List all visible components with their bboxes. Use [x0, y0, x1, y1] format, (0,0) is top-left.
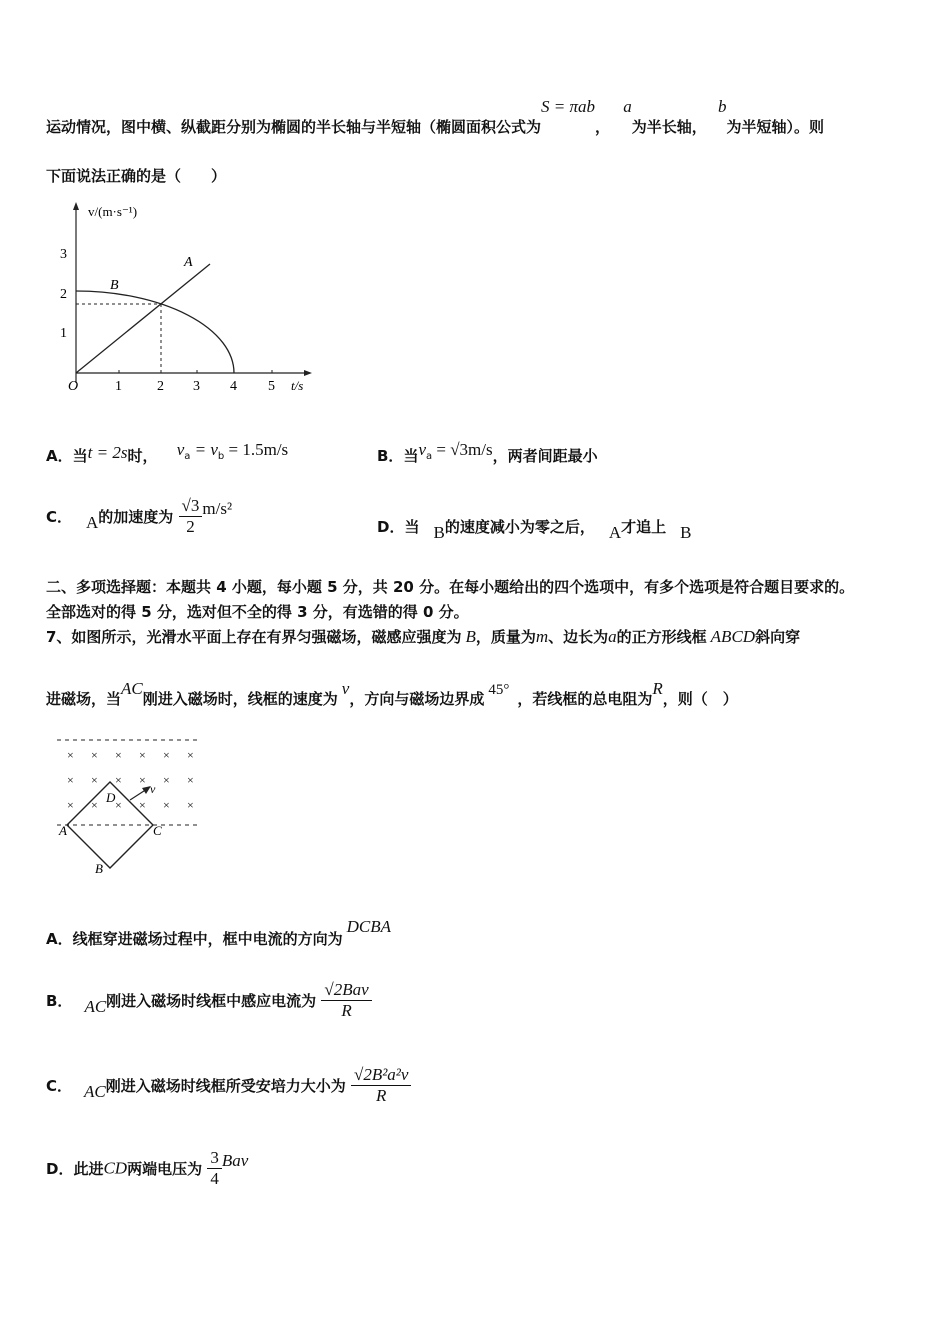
- option-7b: B． AC刚进入磁场时线框中感应电流为 $\frac{\text{√2Bav}}{R}$: [46, 980, 372, 1021]
- option-7d: D．此进CD两端电压为 $\frac{3}{4}$ Bav: [46, 1148, 249, 1188]
- voltage-fraction: $\frac{3}{4}$: [207, 1148, 222, 1189]
- velocity-time-graph: [50, 198, 320, 398]
- field-cross: ×: [139, 773, 146, 787]
- curve-a-line: [76, 264, 210, 373]
- vertex-d: D: [106, 790, 116, 805]
- field-cross: ×: [67, 798, 74, 812]
- field-cross: ×: [91, 748, 98, 762]
- section2-line2: 全部选对的得 5 分，选对但不全的得 3 分，有选错的得 0 分。: [46, 603, 469, 621]
- option-6b: B．当$v_a = √3m/s$，两者间距最小: [377, 440, 598, 465]
- x-tick-label: 5: [268, 379, 275, 394]
- y-ticks: [60, 247, 67, 341]
- y-axis-label: v/(m·s⁻¹): [88, 204, 138, 219]
- curve-b-ellipse: [76, 291, 234, 373]
- option-6d: D．当 B的速度减小为零之后， A才追上 B: [377, 518, 692, 542]
- option-7a: A．线框穿进磁场过程中，框中电流的方向为DCBA: [46, 917, 392, 948]
- section2-line1: 二、多项选择题：本题共 4 小题，每小题 5 分，共 20 分。在每小题给出的四个选项中，有多个选项是符合题目要求的。: [46, 578, 855, 596]
- q7-line2: 进磁场，当AC刚进入磁场时，线框的速度为v，方向与磁场边界成 45° ，若线框的总电阻为R，则（ ）: [46, 679, 738, 708]
- force-fraction: $\frac{\text{√2B²a²v}}{R}$: [351, 1065, 411, 1106]
- y-tick-label: 3: [60, 247, 67, 262]
- field-cross: ×: [115, 798, 122, 812]
- field-cross: ×: [91, 773, 98, 787]
- field-cross: ×: [115, 748, 122, 762]
- vertex-c: C: [153, 823, 162, 838]
- question-intro-line2: 下面说法正确的是（ ）: [46, 167, 227, 185]
- intro-text: 运动情况，图中横、纵截距分别为椭圆的半长轴与半短轴（椭圆面积公式为: [46, 118, 542, 136]
- curve-b-label: B: [110, 278, 119, 293]
- field-cross: ×: [163, 798, 170, 812]
- field-cross: ×: [115, 773, 122, 787]
- vertex-b: B: [95, 861, 103, 876]
- ellipse-area-formula: S = πab: [541, 97, 596, 116]
- curve-a-label: A: [184, 255, 193, 270]
- q7-line1: 7、如图所示，光滑水平面上存在有界匀强磁场，磁感应强度为 B，质量为m、边长为a的正方形线框 ABCD斜向穿: [46, 627, 801, 646]
- velocity-label: v: [150, 782, 156, 796]
- option-6c: C． A的加速度为 $\frac{√3}{2}$ m/s²: [46, 496, 233, 536]
- current-fraction: $\frac{\text{√2Bav}}{R}$: [321, 980, 371, 1021]
- field-cross: ×: [67, 773, 74, 787]
- x-ticks: [115, 370, 275, 394]
- y-tick-label: 1: [60, 326, 67, 341]
- field-cross: ×: [163, 748, 170, 762]
- x-tick-label: 1: [115, 379, 122, 394]
- field-cross: ×: [91, 798, 98, 812]
- field-cross: ×: [187, 798, 194, 812]
- x-tick-label: 2: [157, 379, 164, 394]
- field-cross: ×: [187, 773, 194, 787]
- option-7c: C． AC刚进入磁场时线框所受安培力大小为 $\frac{\text{√2B²a²v}}{R}$: [46, 1065, 411, 1106]
- option-6a: A．当t = 2s时， $v_a = v_b = 1.5m/s$: [46, 440, 289, 465]
- origin-label: O: [68, 379, 79, 394]
- semi-minor-symbol: b: [718, 97, 727, 116]
- field-cross: ×: [187, 748, 194, 762]
- magnetic-field-diagram: [55, 735, 205, 880]
- y-axis-arrow: [73, 202, 79, 210]
- y-tick-label: 2: [60, 287, 67, 302]
- field-cross: ×: [163, 773, 170, 787]
- x-axis-label: t/s: [291, 378, 304, 393]
- semi-major-symbol: a: [623, 97, 632, 116]
- x-tick-label: 3: [193, 379, 200, 394]
- question-intro-line1: 运动情况，图中横、纵截距分别为椭圆的半长轴与半短轴（椭圆面积公式为S = πab， a为半长轴， b为半短轴）。则: [46, 97, 825, 136]
- x-axis-arrow: [304, 370, 312, 376]
- vertex-a: A: [59, 823, 67, 838]
- field-cross: ×: [67, 748, 74, 762]
- x-tick-label: 4: [230, 379, 237, 394]
- field-cross: ×: [139, 748, 146, 762]
- accel-fraction: $\frac{√3}{2}$: [179, 496, 203, 537]
- field-cross: ×: [139, 798, 146, 812]
